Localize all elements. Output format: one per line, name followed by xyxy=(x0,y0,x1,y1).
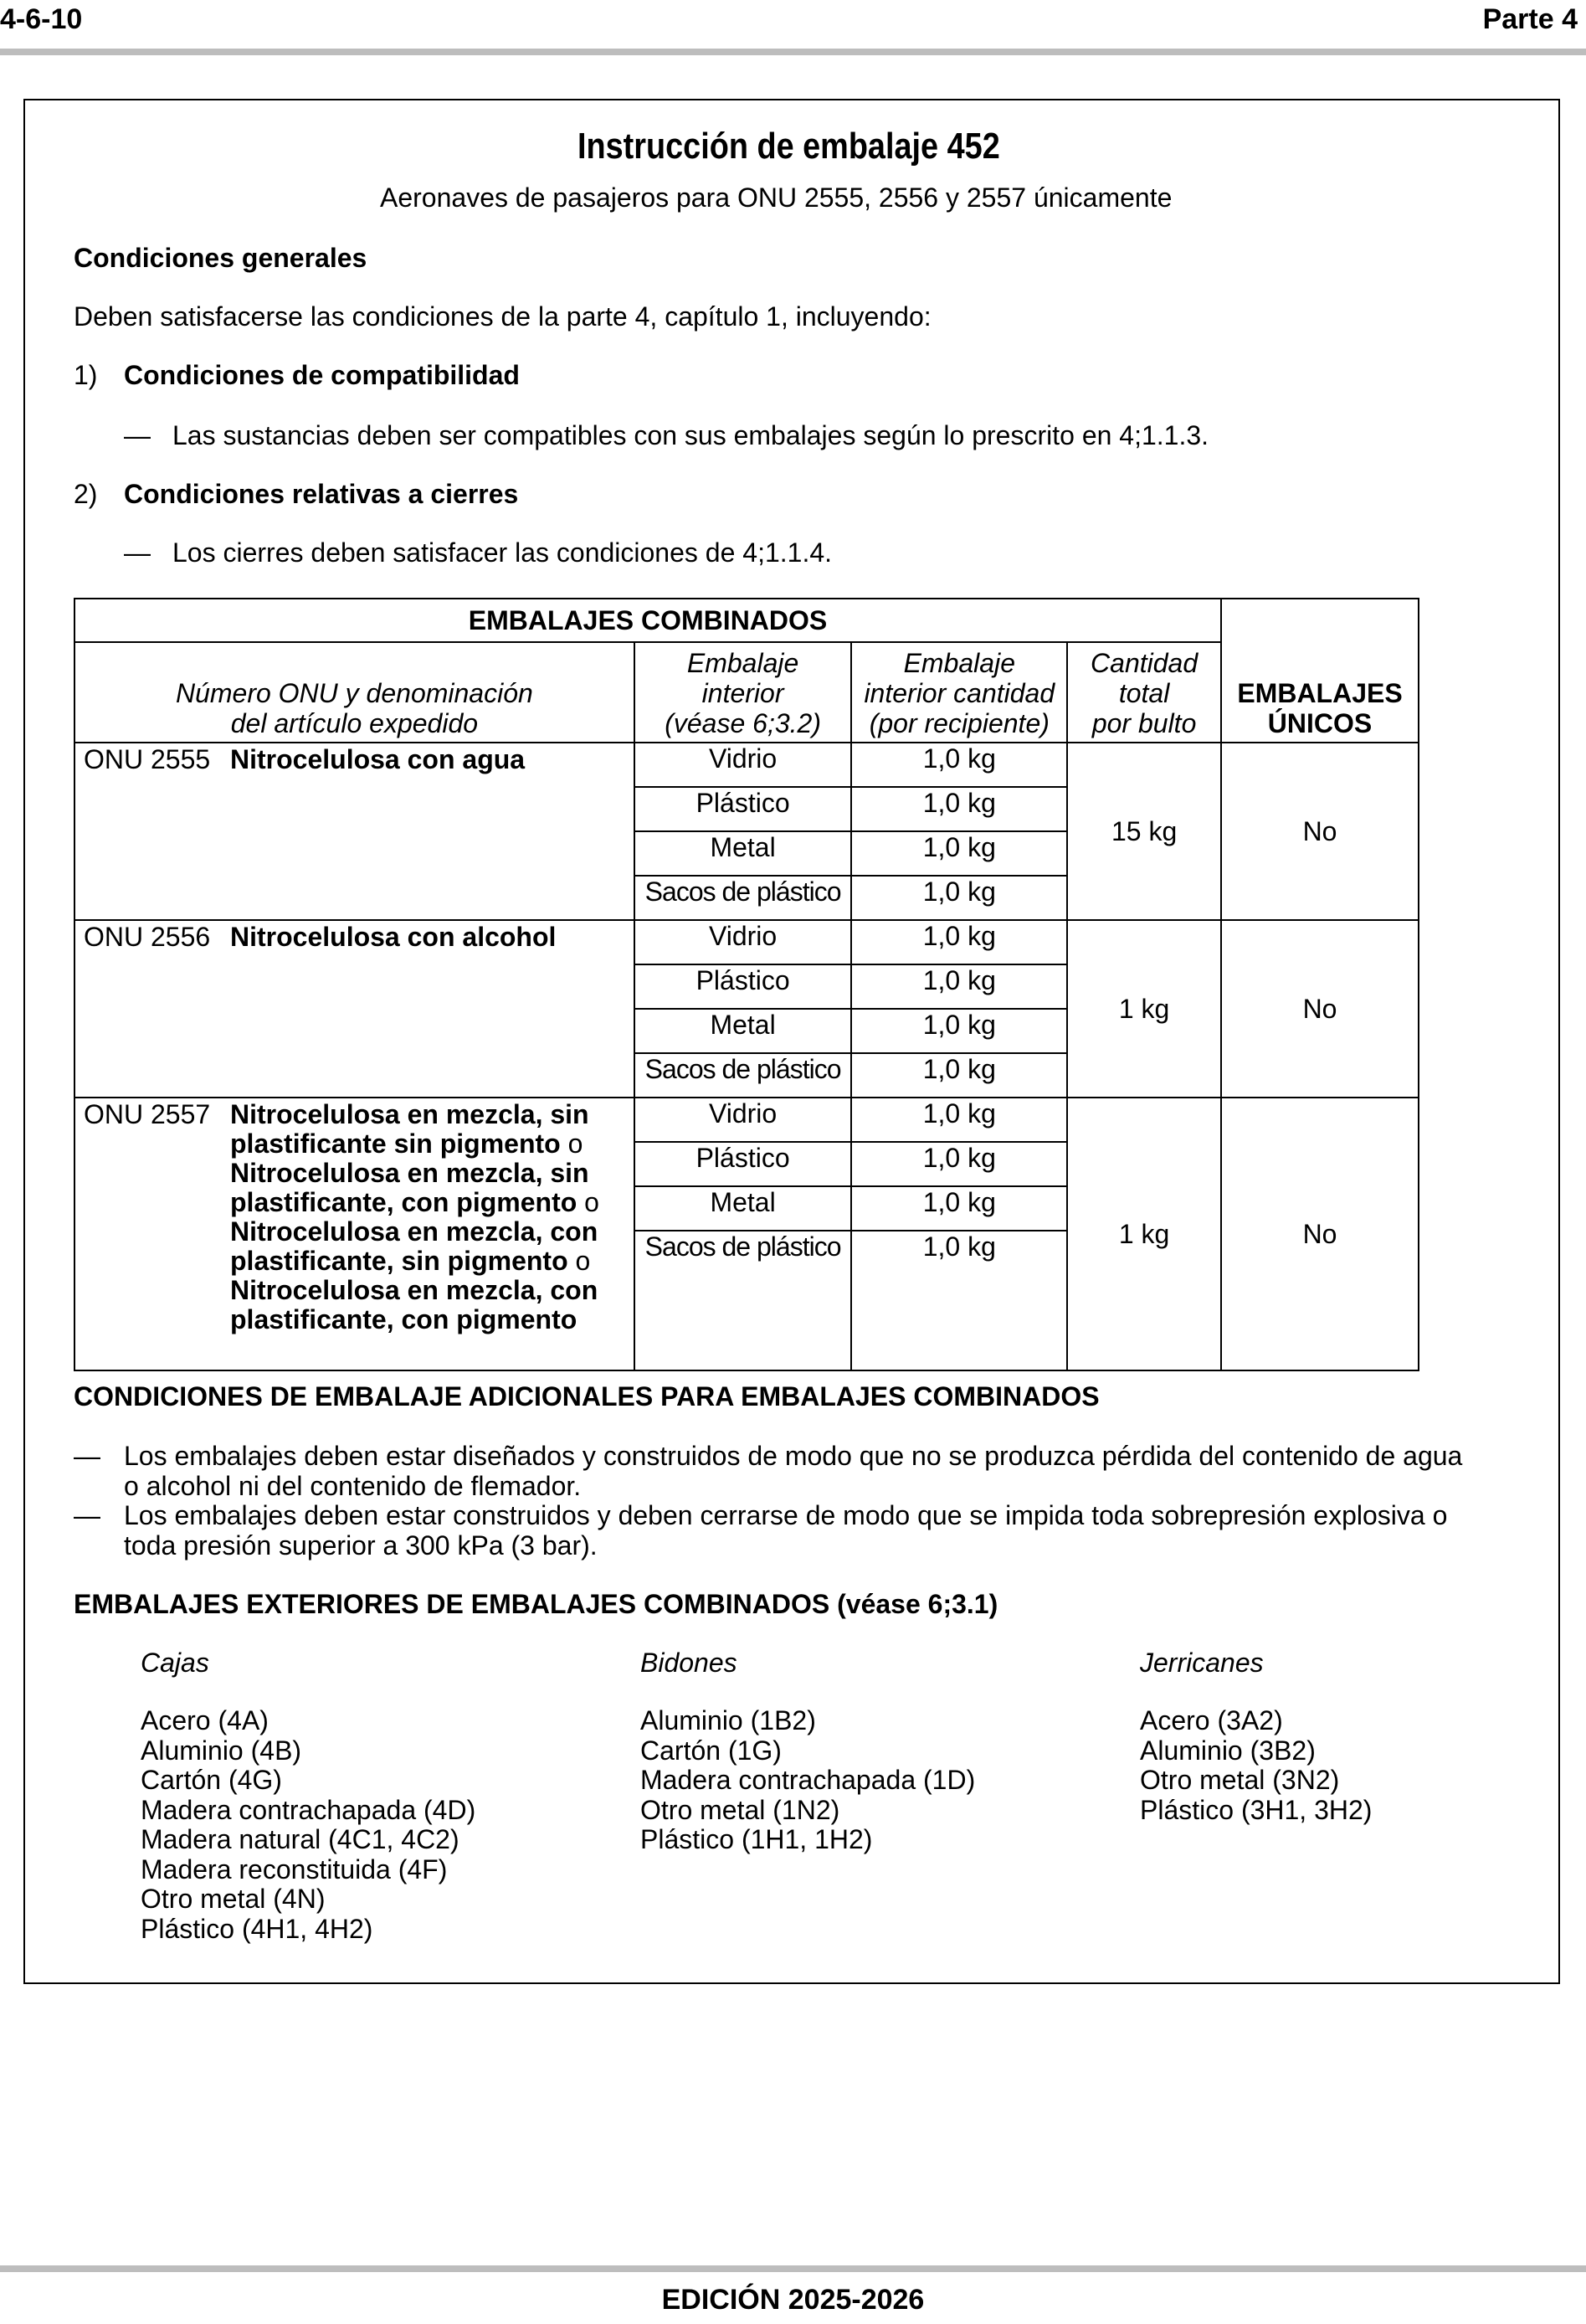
total-quantity: 1 kg xyxy=(1067,1098,1221,1370)
inner-quantity: 1,0 kg xyxy=(851,876,1067,920)
inner-packaging: Sacos de plástico xyxy=(634,1053,852,1098)
inner-quantity: 1,0 kg xyxy=(851,1053,1067,1098)
inner-packaging: Sacos de plástico xyxy=(634,1231,852,1275)
instruction-title: Instrucción de embalaje 452 xyxy=(577,126,1000,167)
inner-packaging: Vidrio xyxy=(634,743,852,787)
footer-rule xyxy=(0,2265,1586,2272)
inner-quantity: 1,0 kg xyxy=(851,1186,1067,1231)
header-rule xyxy=(0,49,1586,55)
packaging-table xyxy=(74,598,1419,1371)
inner-packaging: Metal xyxy=(634,1009,852,1053)
condition-2-text: Los cierres deben satisfacer las condiciones de 4;1.1.4. xyxy=(172,537,833,568)
inner-quantity: 1,0 kg xyxy=(851,1231,1067,1275)
outer-col-jerricanes-list: Acero (3A2) Aluminio (3B2) Otro metal (3N2) Plástico (3H1, 3H2) xyxy=(1140,1705,1373,1825)
single-packaging: No xyxy=(1221,1098,1419,1370)
condition-1-dash: — xyxy=(124,420,151,450)
inner-packaging: Metal xyxy=(634,1186,852,1231)
inner-quantity: 1,0 kg xyxy=(851,964,1067,1009)
col-total-header: Cantidad total por bulto xyxy=(1067,642,1221,743)
outer-col-cajas-list: Acero (4A) Aluminio (4B) Cartón (4G) Madera contrachapada (4D) Madera natural (4C1, 4C2) Madera reconstituida (4F) Otro metal (4N) Plástico (4H1, 4H2) xyxy=(141,1705,476,1944)
edition-footer: EDICIÓN 2025-2026 xyxy=(661,2284,925,2316)
condition-1-number: 1) xyxy=(74,360,98,390)
outer-col-bidones-list: Aluminio (1B2) Cartón (1G) Madera contrachapada (1D) Otro metal (1N2) Plástico (1H1, 1H2) xyxy=(640,1705,976,1854)
additional-1-text: Los embalajes deben estar diseñados y construidos de modo que no se produzca pérdida del contenido de agua o alcohol ni del contenido de flemador. xyxy=(124,1441,1463,1501)
additional-1-dash: — xyxy=(74,1441,100,1471)
inner-quantity: 1,0 kg xyxy=(851,1142,1067,1186)
outer-col-jerricanes-title: Jerricanes xyxy=(1140,1648,1264,1678)
single-packaging-header: EMBALAJES ÚNICOS xyxy=(1221,599,1419,743)
condition-1-title: Condiciones de compatibilidad xyxy=(124,360,520,390)
inner-packaging: Vidrio xyxy=(634,920,852,964)
table-row xyxy=(74,1098,1419,1142)
combined-header: EMBALAJES COMBINADOS xyxy=(74,599,1221,642)
single-packaging: No xyxy=(1221,743,1419,920)
instruction-subtitle: Aeronaves de pasajeros para ONU 2555, 2556 y 2557 únicamente xyxy=(380,183,1173,213)
inner-quantity: 1,0 kg xyxy=(851,787,1067,831)
outer-col-bidones-title: Bidones xyxy=(640,1648,737,1678)
inner-packaging: Vidrio xyxy=(634,1098,852,1142)
additional-2-dash: — xyxy=(74,1500,100,1530)
col-inner-header: Embalaje interior (véase 6;3.2) xyxy=(634,642,852,743)
condition-2-dash: — xyxy=(124,537,151,568)
item-2556: ONU 2556 Nitrocelulosa con alcohol xyxy=(74,920,634,1098)
inner-packaging: Plástico xyxy=(634,964,852,1009)
inner-quantity: 1,0 kg xyxy=(851,1009,1067,1053)
condition-2-title: Condiciones relativas a cierres xyxy=(124,479,519,509)
condition-2-number: 2) xyxy=(74,479,98,509)
inner-packaging: Plástico xyxy=(634,1142,852,1186)
inner-quantity: 1,0 kg xyxy=(851,1098,1067,1142)
item-2557-name: Nitrocelulosa en mezcla, sin plastificante sin pigmento o Nitrocelulosa en mezcla, sin plastificante, con pigmento o Nitrocelulosa en mezcla, con plastificante, sin pigmento o Nitrocelulosa en mezcla, con plastificante, con pigmento xyxy=(230,1099,599,1334)
condition-1-text: Las sustancias deben ser compatibles con sus embalajes según lo prescrito en 4;1.1.3. xyxy=(172,420,1209,450)
col-qty-header: Embalaje interior cantidad (por recipiente) xyxy=(851,642,1067,743)
total-quantity: 1 kg xyxy=(1067,920,1221,1098)
additional-2-text: Los embalajes deben estar construidos y deben cerrarse de modo que se impida toda sobrepresión explosiva o toda presión superior a 300 kPa (3 bar). xyxy=(124,1500,1448,1560)
item-2555: ONU 2555 Nitrocelulosa con agua xyxy=(74,743,634,920)
outer-col-cajas-title: Cajas xyxy=(141,1648,209,1678)
table-row xyxy=(74,743,1419,787)
single-packaging: No xyxy=(1221,920,1419,1098)
inner-packaging: Sacos de plástico xyxy=(634,876,852,920)
inner-quantity: 1,0 kg xyxy=(851,743,1067,787)
page-number: 4-6-10 xyxy=(0,3,83,35)
total-quantity: 15 kg xyxy=(1067,743,1221,920)
inner-packaging: Metal xyxy=(634,831,852,876)
inner-quantity: 1,0 kg xyxy=(851,831,1067,876)
outer-heading: EMBALAJES EXTERIORES DE EMBALAJES COMBINADOS (véase 6;3.1) xyxy=(74,1589,998,1619)
general-heading: Condiciones generales xyxy=(74,243,367,273)
table-row xyxy=(74,920,1419,964)
item-2557: ONU 2557 Nitrocelulosa en mezcla, sin plastificante sin pigmento o Nitrocelulosa en mezcla, sin plastificante, con pigmento o Nitrocelulosa en mezcla, con plastificante, sin pigmento o Nitrocelulosa en mezcla, con plastificante, con pigmento xyxy=(74,1098,634,1370)
additional-heading: CONDICIONES DE EMBALAJE ADICIONALES PARA EMBALAJES COMBINADOS xyxy=(74,1381,1100,1411)
part-label: Parte 4 xyxy=(1482,3,1578,35)
inner-packaging: Plástico xyxy=(634,787,852,831)
col-name-header: Número ONU y denominación del artículo expedido xyxy=(74,642,634,743)
intro-text: Deben satisfacerse las condiciones de la parte 4, capítulo 1, incluyendo: xyxy=(74,301,932,332)
inner-quantity: 1,0 kg xyxy=(851,920,1067,964)
